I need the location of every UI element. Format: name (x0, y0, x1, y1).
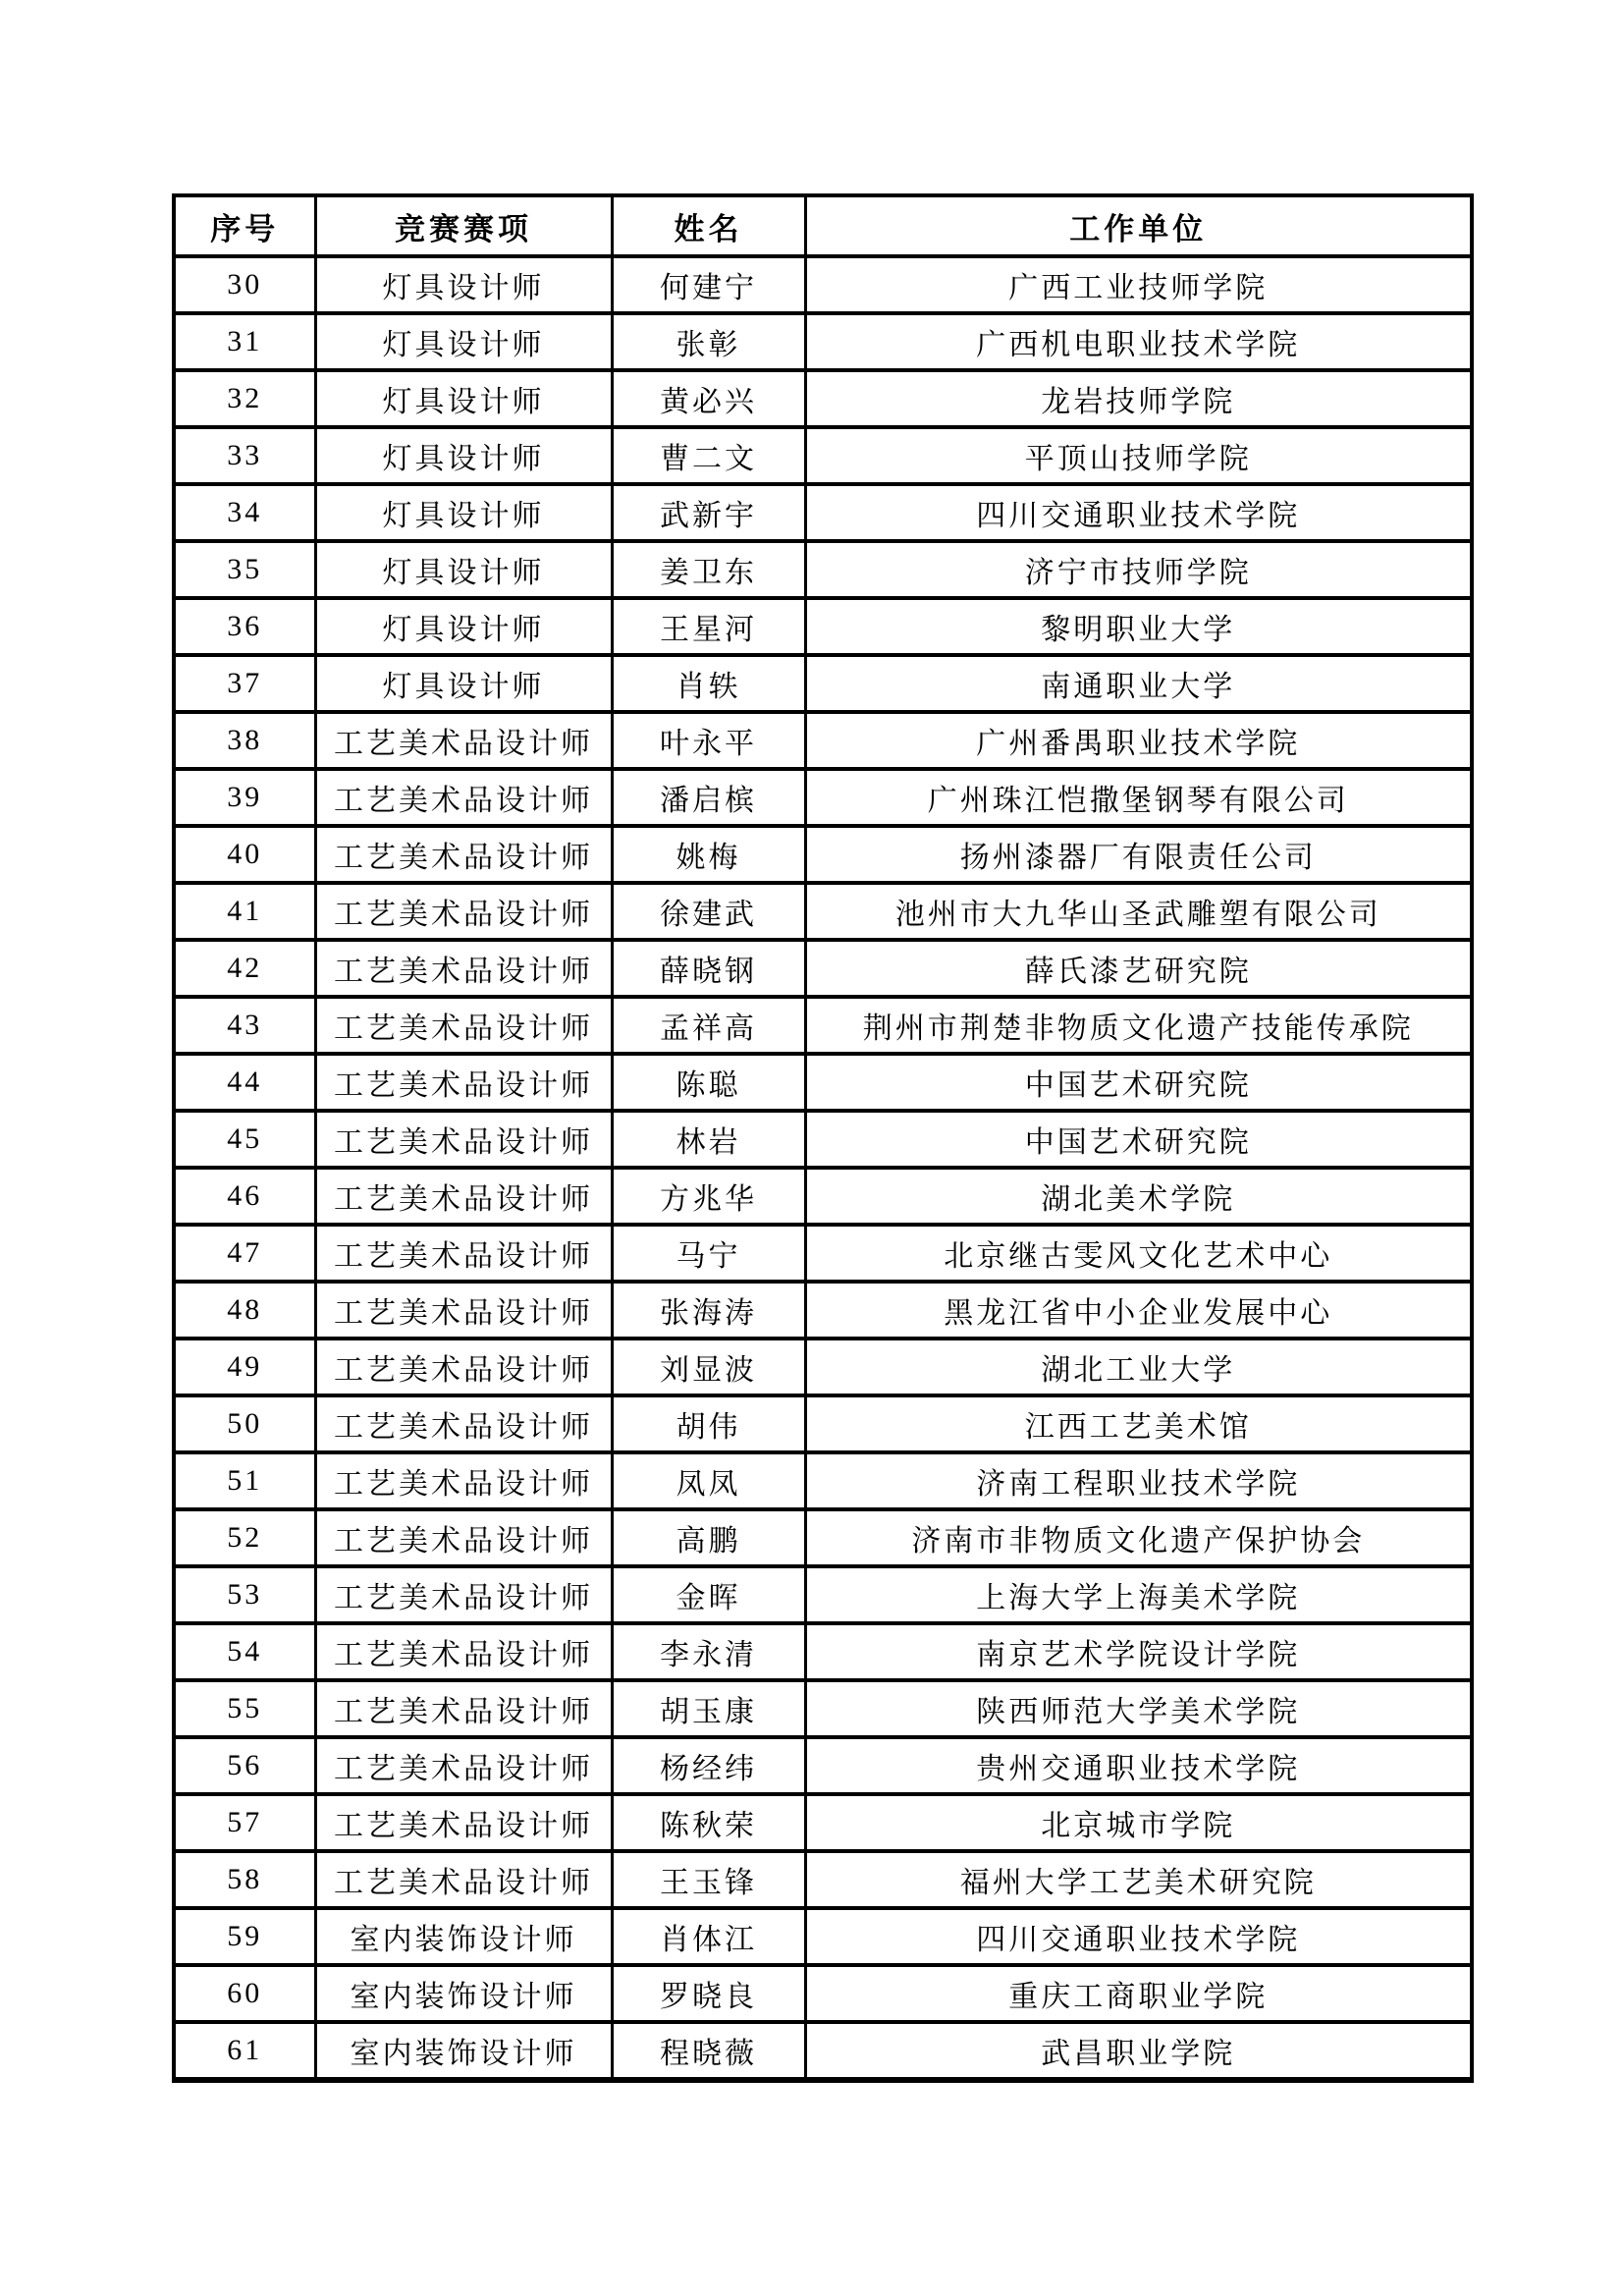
cell-unit: 福州大学工艺美术研究院 (805, 1851, 1472, 1908)
cell-unit: 扬州漆器厂有限责任公司 (805, 826, 1472, 883)
cell-index: 39 (174, 769, 315, 826)
cell-unit: 重庆工商职业学院 (805, 1965, 1472, 2022)
cell-name: 王星河 (612, 598, 805, 655)
cell-name: 刘显波 (612, 1339, 805, 1395)
cell-index: 60 (174, 1965, 315, 2022)
cell-unit: 武昌职业学院 (805, 2022, 1472, 2080)
cell-name: 凤凤 (612, 1452, 805, 1509)
cell-unit: 黑龙江省中小企业发展中心 (805, 1282, 1472, 1339)
cell-index: 36 (174, 598, 315, 655)
cell-index: 41 (174, 883, 315, 940)
cell-name: 张彰 (612, 313, 805, 370)
cell-unit: 南京艺术学院设计学院 (805, 1623, 1472, 1680)
table-row (174, 1566, 1472, 1623)
cell-index: 33 (174, 427, 315, 484)
table-row (174, 256, 1472, 313)
cell-name: 程晓薇 (612, 2022, 805, 2080)
table-row (174, 712, 1472, 769)
cell-event: 工艺美术品设计师 (315, 997, 612, 1054)
cell-index: 32 (174, 370, 315, 427)
cell-index: 35 (174, 541, 315, 598)
table-row (174, 940, 1472, 997)
cell-event: 工艺美术品设计师 (315, 1566, 612, 1623)
cell-unit: 薛氏漆艺研究院 (805, 940, 1472, 997)
table-row (174, 1452, 1472, 1509)
cell-unit: 广西工业技师学院 (805, 256, 1472, 313)
cell-name: 胡玉康 (612, 1680, 805, 1737)
cell-event: 灯具设计师 (315, 655, 612, 712)
cell-index: 48 (174, 1282, 315, 1339)
cell-unit: 北京城市学院 (805, 1794, 1472, 1851)
table-row (174, 541, 1472, 598)
cell-unit: 黎明职业大学 (805, 598, 1472, 655)
cell-index: 37 (174, 655, 315, 712)
table-row (174, 1908, 1472, 1965)
cell-name: 方兆华 (612, 1168, 805, 1225)
table-row (174, 1168, 1472, 1225)
col-header-unit: 工作单位 (805, 195, 1472, 256)
cell-name: 姚梅 (612, 826, 805, 883)
cell-event: 工艺美术品设计师 (315, 1509, 612, 1566)
cell-event: 工艺美术品设计师 (315, 940, 612, 997)
cell-event: 工艺美术品设计师 (315, 1452, 612, 1509)
cell-name: 徐建武 (612, 883, 805, 940)
cell-name: 林岩 (612, 1111, 805, 1168)
cell-unit: 广西机电职业技术学院 (805, 313, 1472, 370)
col-header-event: 竞赛赛项 (315, 195, 612, 256)
cell-unit: 湖北美术学院 (805, 1168, 1472, 1225)
col-header-name: 姓名 (612, 195, 805, 256)
table-row (174, 1395, 1472, 1452)
table-row (174, 1851, 1472, 1908)
cell-event: 工艺美术品设计师 (315, 826, 612, 883)
cell-unit: 贵州交通职业技术学院 (805, 1737, 1472, 1794)
table-row (174, 1794, 1472, 1851)
table-row (174, 883, 1472, 940)
table-row (174, 1737, 1472, 1794)
cell-name: 陈聪 (612, 1054, 805, 1111)
cell-event: 工艺美术品设计师 (315, 1282, 612, 1339)
table-row (174, 427, 1472, 484)
cell-index: 42 (174, 940, 315, 997)
table-row (174, 1339, 1472, 1395)
cell-event: 灯具设计师 (315, 484, 612, 541)
cell-unit: 广州番禺职业技术学院 (805, 712, 1472, 769)
cell-index: 53 (174, 1566, 315, 1623)
header-row (174, 195, 1472, 256)
cell-name: 薛晓钢 (612, 940, 805, 997)
cell-event: 工艺美术品设计师 (315, 1680, 612, 1737)
cell-name: 黄必兴 (612, 370, 805, 427)
cell-event: 工艺美术品设计师 (315, 1225, 612, 1282)
cell-index: 49 (174, 1339, 315, 1395)
cell-name: 何建宁 (612, 256, 805, 313)
cell-index: 38 (174, 712, 315, 769)
table-row (174, 655, 1472, 712)
cell-unit: 中国艺术研究院 (805, 1111, 1472, 1168)
cell-unit: 广州珠江恺撒堡钢琴有限公司 (805, 769, 1472, 826)
table-row (174, 1282, 1472, 1339)
competition-results-table (172, 193, 1474, 2083)
cell-event: 工艺美术品设计师 (315, 1851, 612, 1908)
col-header-index: 序号 (174, 195, 315, 256)
cell-event: 灯具设计师 (315, 370, 612, 427)
cell-unit: 江西工艺美术馆 (805, 1395, 1472, 1452)
cell-index: 51 (174, 1452, 315, 1509)
table-row (174, 1680, 1472, 1737)
cell-event: 工艺美术品设计师 (315, 1168, 612, 1225)
cell-unit: 四川交通职业技术学院 (805, 1908, 1472, 1965)
cell-index: 43 (174, 997, 315, 1054)
cell-name: 马宁 (612, 1225, 805, 1282)
cell-event: 室内装饰设计师 (315, 1908, 612, 1965)
cell-name: 曹二文 (612, 427, 805, 484)
table-row (174, 598, 1472, 655)
table-row (174, 2022, 1472, 2080)
cell-event: 工艺美术品设计师 (315, 1339, 612, 1395)
cell-index: 31 (174, 313, 315, 370)
cell-unit: 济宁市技师学院 (805, 541, 1472, 598)
cell-name: 姜卫东 (612, 541, 805, 598)
cell-name: 王玉锋 (612, 1851, 805, 1908)
cell-name: 武新宇 (612, 484, 805, 541)
cell-unit: 中国艺术研究院 (805, 1054, 1472, 1111)
cell-name: 孟祥高 (612, 997, 805, 1054)
cell-name: 张海涛 (612, 1282, 805, 1339)
cell-unit: 北京继古雯风文化艺术中心 (805, 1225, 1472, 1282)
cell-name: 肖体江 (612, 1908, 805, 1965)
cell-name: 潘启槟 (612, 769, 805, 826)
cell-event: 灯具设计师 (315, 598, 612, 655)
cell-event: 灯具设计师 (315, 256, 612, 313)
cell-event: 工艺美术品设计师 (315, 712, 612, 769)
cell-name: 高鹏 (612, 1509, 805, 1566)
cell-name: 杨经纬 (612, 1737, 805, 1794)
cell-event: 室内装饰设计师 (315, 2022, 612, 2080)
table-row (174, 313, 1472, 370)
cell-index: 40 (174, 826, 315, 883)
cell-index: 44 (174, 1054, 315, 1111)
table-row (174, 1965, 1472, 2022)
table-row (174, 484, 1472, 541)
cell-index: 47 (174, 1225, 315, 1282)
table-row (174, 1111, 1472, 1168)
cell-name: 陈秋荣 (612, 1794, 805, 1851)
cell-event: 工艺美术品设计师 (315, 1111, 612, 1168)
cell-event: 工艺美术品设计师 (315, 1737, 612, 1794)
cell-unit: 四川交通职业技术学院 (805, 484, 1472, 541)
cell-name: 胡伟 (612, 1395, 805, 1452)
cell-unit: 南通职业大学 (805, 655, 1472, 712)
cell-index: 61 (174, 2022, 315, 2080)
cell-index: 45 (174, 1111, 315, 1168)
table-row (174, 1623, 1472, 1680)
cell-index: 50 (174, 1395, 315, 1452)
cell-unit: 龙岩技师学院 (805, 370, 1472, 427)
cell-index: 57 (174, 1794, 315, 1851)
cell-unit: 湖北工业大学 (805, 1339, 1472, 1395)
cell-event: 室内装饰设计师 (315, 1965, 612, 2022)
cell-unit: 荆州市荆楚非物质文化遗产技能传承院 (805, 997, 1472, 1054)
table-row (174, 1509, 1472, 1566)
table-row (174, 769, 1472, 826)
cell-unit: 陕西师范大学美术学院 (805, 1680, 1472, 1737)
cell-unit: 济南工程职业技术学院 (805, 1452, 1472, 1509)
cell-index: 52 (174, 1509, 315, 1566)
cell-unit: 上海大学上海美术学院 (805, 1566, 1472, 1623)
cell-event: 工艺美术品设计师 (315, 1794, 612, 1851)
cell-event: 工艺美术品设计师 (315, 1054, 612, 1111)
table-row (174, 370, 1472, 427)
cell-index: 54 (174, 1623, 315, 1680)
cell-event: 工艺美术品设计师 (315, 769, 612, 826)
cell-name: 罗晓良 (612, 1965, 805, 2022)
cell-event: 灯具设计师 (315, 541, 612, 598)
cell-index: 56 (174, 1737, 315, 1794)
table-row (174, 1225, 1472, 1282)
table-row (174, 826, 1472, 883)
cell-event: 灯具设计师 (315, 427, 612, 484)
table-row (174, 997, 1472, 1054)
cell-index: 46 (174, 1168, 315, 1225)
cell-index: 59 (174, 1908, 315, 1965)
cell-name: 金晖 (612, 1566, 805, 1623)
cell-index: 58 (174, 1851, 315, 1908)
cell-unit: 平顶山技师学院 (805, 427, 1472, 484)
cell-event: 工艺美术品设计师 (315, 883, 612, 940)
cell-event: 工艺美术品设计师 (315, 1395, 612, 1452)
cell-event: 灯具设计师 (315, 313, 612, 370)
cell-name: 叶永平 (612, 712, 805, 769)
cell-event: 工艺美术品设计师 (315, 1623, 612, 1680)
cell-name: 肖轶 (612, 655, 805, 712)
cell-unit: 池州市大九华山圣武雕塑有限公司 (805, 883, 1472, 940)
cell-index: 34 (174, 484, 315, 541)
table-row (174, 1054, 1472, 1111)
cell-index: 30 (174, 256, 315, 313)
cell-index: 55 (174, 1680, 315, 1737)
cell-name: 李永清 (612, 1623, 805, 1680)
cell-unit: 济南市非物质文化遗产保护协会 (805, 1509, 1472, 1566)
